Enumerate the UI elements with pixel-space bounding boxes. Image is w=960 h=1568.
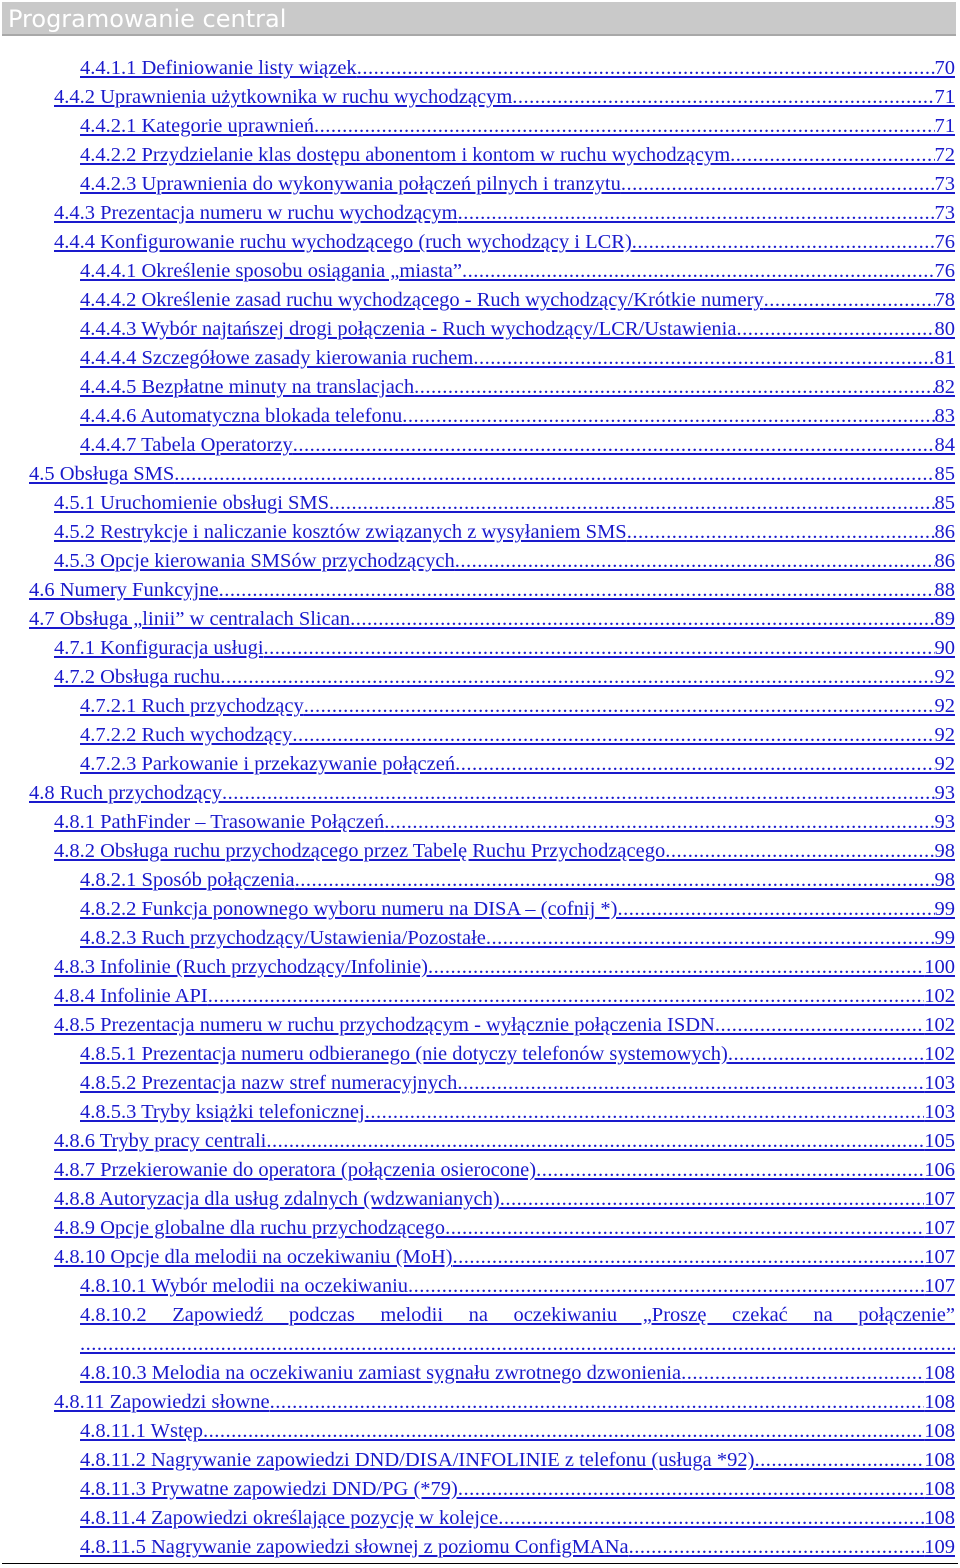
toc-link[interactable] — [54, 83, 955, 112]
toc-page-number: 107 — [924, 1246, 955, 1268]
toc-link[interactable] — [80, 924, 955, 953]
toc-dot-leader — [730, 141, 934, 170]
toc-link-title: 4.8.11.2 Nagrywanie zapowiedzi DND/DISA/INFOLINIE z telefonu (usługa *92) — [80, 1449, 755, 1471]
toc-dot-leader — [681, 1359, 924, 1388]
toc-link-title: 4.8.3 Infolinie (Ruch przychodzący/Infolinie) — [54, 956, 428, 978]
toc-page-number: 76 — [934, 231, 955, 253]
toc-page-number: 76 — [934, 260, 955, 282]
toc-link[interactable] — [54, 518, 955, 547]
toc-link-title: 4.7.2.3 Parkowanie i przekazywanie połączeń — [80, 753, 456, 775]
toc-link[interactable] — [80, 170, 955, 199]
toc-dot-leader — [365, 1098, 925, 1127]
toc-link-title: 4.8.10.2 Zapowiedź podczas melodii na oczekiwaniu „Proszę czekać na połączenie” — [80, 1304, 955, 1326]
toc-link-title: 4.8.5 Prezentacja numeru w ruchu przychodzącym - wyłącznie połączenia ISDN — [54, 1014, 715, 1036]
toc-link-title: 4.8.2.3 Ruch przychodzący/Ustawienia/Pozostałe — [80, 927, 486, 949]
toc-link-title: 4.8.6 Tryby pracy centrali — [54, 1130, 267, 1152]
toc-page-number: 108 — [924, 1420, 955, 1442]
toc-page-number: 108 — [924, 1449, 955, 1471]
toc-link-title: 4.4.4.3 Wybór najtańszej drogi połączenia - Ruch wychodzący/LCR/Ustawienia — [80, 318, 737, 340]
toc-page-number: 99 — [934, 927, 955, 949]
toc-dot-leader — [458, 199, 935, 228]
header-bar — [2, 2, 956, 36]
toc-link[interactable] — [80, 1417, 955, 1446]
toc-link[interactable] — [80, 141, 955, 170]
toc-page-number: 107 — [924, 1275, 955, 1297]
toc-link[interactable] — [80, 1446, 955, 1475]
toc-link[interactable] — [80, 1504, 955, 1533]
toc-link-title: 4.4.2.2 Przydzielanie klas dostępu abonentom i kontom w ruchu wychodzącym — [80, 144, 731, 166]
toc-dot-leader — [458, 1475, 924, 1504]
toc-link-title: 4.5.3 Opcje kierowania SMSów przychodzących — [54, 550, 455, 572]
toc-page-number: 92 — [934, 724, 955, 746]
toc-link[interactable] — [80, 895, 955, 924]
toc-link[interactable] — [29, 605, 955, 634]
toc-page-number: 98 — [934, 840, 955, 862]
toc-page-number: 102 — [924, 1043, 955, 1065]
toc-dot-leader — [536, 1156, 924, 1185]
toc-link-title: 4.8.9 Opcje globalne dla ruchu przychodzącego — [54, 1217, 446, 1239]
toc-link[interactable] — [54, 808, 955, 837]
toc-link[interactable] — [54, 1185, 955, 1214]
page-title: Programowanie central — [8, 5, 287, 33]
toc-link[interactable] — [80, 315, 955, 344]
toc-link-title: 4.8.2.2 Funkcja ponownego wyboru numeru na DISA – (cofnij *) — [80, 898, 618, 920]
toc-dot-leader — [208, 982, 925, 1011]
toc-dot-leader — [498, 1504, 924, 1533]
toc-link-title: 4.7.2.2 Ruch wychodzący — [80, 724, 293, 746]
toc-dot-leader — [665, 837, 934, 866]
toc-dot-leader — [629, 1533, 925, 1562]
toc-link-title: 4.8.11.4 Zapowiedzi określające pozycję w kolejce — [80, 1507, 499, 1529]
toc-dot-leader — [384, 808, 934, 837]
toc-link[interactable] — [80, 112, 955, 141]
toc-link[interactable] — [80, 286, 955, 315]
toc-dot-leader — [715, 1011, 924, 1040]
toc-dot-leader — [473, 344, 934, 373]
toc-link[interactable] — [80, 1475, 955, 1504]
toc-link-title: 4.7 Obsługa „linii” w centralach Slican — [29, 608, 351, 630]
toc-link-title: 4.8.2 Obsługa ruchu przychodzącego przez Tabelę Ruchu Przychodzącego — [54, 840, 666, 862]
toc-link-title: 4.8.8 Autoryzacja dla usług zdalnych (wdzwanianych) — [54, 1188, 500, 1210]
toc-page-number: 71 — [934, 115, 955, 137]
toc-page-number: 85 — [934, 463, 955, 485]
toc-page-number: 83 — [934, 405, 955, 427]
toc-dot-leader — [357, 54, 935, 83]
toc-link[interactable] — [80, 1069, 955, 1098]
toc-page-number: 108 — [924, 1362, 955, 1384]
toc-page-number: 108 — [924, 1391, 955, 1413]
toc-page-number: 85 — [934, 492, 955, 514]
toc-page-number: 98 — [934, 869, 955, 891]
toc-link-title: 4.7.2 Obsługa ruchu — [54, 666, 221, 688]
toc-dot-leader — [455, 750, 934, 779]
toc-link[interactable] — [54, 663, 955, 692]
toc-page-number: 73 — [934, 202, 955, 224]
toc-link[interactable] — [54, 837, 955, 866]
toc-page-number: 102 — [924, 1014, 955, 1036]
toc-link-title: 4.7.1 Konfiguracja usługi — [54, 637, 264, 659]
toc-link[interactable] — [80, 866, 955, 895]
toc-link-title: 4.4.4.7 Tabela Operatorzy — [80, 434, 293, 456]
toc-dot-leader — [314, 112, 935, 141]
toc-page-number: 82 — [934, 376, 955, 398]
toc-page-number: 99 — [934, 898, 955, 920]
toc-dot-leader — [754, 1446, 924, 1475]
toc-dot-leader — [219, 576, 935, 605]
toc-page-number: 86 — [934, 521, 955, 543]
toc-dot-leader — [500, 1185, 925, 1214]
toc-page-number: 109 — [924, 1536, 955, 1558]
toc-dot-leader — [220, 663, 934, 692]
toc-dot-leader — [455, 547, 935, 576]
toc-page-number: 89 — [934, 608, 955, 630]
toc-link-title: 4.8.11.3 Prywatne zapowiedzi DND/PG (*79) — [80, 1478, 458, 1500]
toc-link[interactable] — [80, 257, 955, 286]
toc-link-title: 4.4.1.1 Definiowanie listy wiązek — [80, 57, 357, 79]
toc-dot-leader — [621, 170, 935, 199]
toc-link[interactable] — [80, 1098, 955, 1127]
toc-link-title: 4.4.4.6 Automatyczna blokada telefonu — [80, 405, 403, 427]
toc-link[interactable] — [80, 1359, 955, 1388]
toc-dot-leader — [292, 721, 934, 750]
toc-link[interactable] — [80, 1040, 955, 1069]
toc-link[interactable] — [80, 721, 955, 750]
toc-link-title: 4.8.7 Przekierowanie do operatora (połączenia osierocone) — [54, 1159, 537, 1181]
toc-link-title: 4.8.2.1 Sposób połączenia — [80, 869, 295, 891]
toc-page-number: 108 — [924, 1507, 955, 1529]
toc-link-title: 4.5 Obsługa SMS — [29, 463, 175, 485]
toc-dot-leader — [350, 605, 934, 634]
toc-link-title: 4.4.4.4 Szczegółowe zasady kierowania ruchem — [80, 347, 474, 369]
toc-link-title: 4.4.2.1 Kategorie uprawnień — [80, 115, 314, 137]
toc-page-number: 80 — [934, 318, 955, 340]
toc-dot-leader — [632, 228, 935, 257]
toc-link-title: 4.5.2 Restrykcje i naliczanie kosztów związanych z wysyłaniem SMS — [54, 521, 627, 543]
toc-link[interactable] — [54, 1214, 955, 1243]
toc-link-title: 4.4.2 Uprawnienia użytkownika w ruchu wychodzącym — [54, 86, 513, 108]
toc-page-number: 92 — [934, 753, 955, 775]
toc-dot-leader — [453, 1243, 925, 1272]
toc-page-number: 103 — [924, 1101, 955, 1123]
toc-link-title: 4.8.1 PathFinder – Trasowanie Połączeń — [54, 811, 385, 833]
toc-page-number: 93 — [934, 782, 955, 804]
toc-dot-leader — [270, 1388, 925, 1417]
toc-dot-leader — [457, 1069, 924, 1098]
toc-dot-leader — [408, 1272, 924, 1301]
toc-page-number: 92 — [934, 666, 955, 688]
toc-link-title: 4.4.4.5 Bezpłatne minuty na translacjach — [80, 376, 415, 398]
toc-link-title: 4.4.2.3 Uprawnienia do wykonywania połączeń pilnych i tranzytu — [80, 173, 621, 195]
toc-page-number: 106 — [924, 1159, 955, 1181]
toc-page-number: 78 — [934, 289, 955, 311]
toc-link-title: 4.6 Numery Funkcyjne — [29, 579, 219, 601]
toc-page-number: 73 — [934, 173, 955, 195]
toc-page-number: 107 — [924, 1188, 955, 1210]
toc-page-number: 86 — [934, 550, 955, 572]
toc-dot-leader — [80, 1330, 955, 1359]
toc-dot-leader — [329, 489, 934, 518]
toc-dot-leader — [627, 518, 935, 547]
toc-link[interactable] — [54, 982, 955, 1011]
toc-link[interactable] — [54, 953, 955, 982]
toc-link[interactable] — [80, 431, 955, 460]
toc-link[interactable] — [80, 692, 955, 721]
toc-dot-leader — [462, 257, 934, 286]
toc-dot-leader — [266, 1127, 924, 1156]
toc-link[interactable] — [29, 779, 955, 808]
toc-page-number: 90 — [934, 637, 955, 659]
toc-dot-leader — [402, 402, 934, 431]
toc-link[interactable] — [80, 750, 955, 779]
toc-link-title: 4.8.11.5 Nagrywanie zapowiedzi słownej z poziomu ConfigMANa — [80, 1536, 629, 1558]
toc-link[interactable] — [80, 54, 955, 83]
toc-link-title: 4.5.1 Uruchomienie obsługi SMS — [54, 492, 330, 514]
toc-page-number: 103 — [924, 1072, 955, 1094]
toc-link[interactable] — [54, 1127, 955, 1156]
toc-link[interactable] — [80, 1301, 955, 1359]
toc-link-title: 4.8.11.1 Wstęp — [80, 1420, 203, 1442]
toc-page-number: 93 — [934, 811, 955, 833]
toc-page-number: 108 — [924, 1478, 955, 1500]
toc-page-number: 92 — [934, 695, 955, 717]
toc-link[interactable] — [54, 1388, 955, 1417]
toc-dot-leader — [304, 692, 935, 721]
toc-link-title: 4.4.4.2 Określenie zasad ruchu wychodzącego - Ruch wychodzący/Krótkie numery — [80, 289, 764, 311]
toc-dot-leader — [728, 1040, 924, 1069]
toc-link[interactable] — [54, 1243, 955, 1272]
toc-dot-leader — [764, 286, 935, 315]
toc-link[interactable] — [54, 489, 955, 518]
toc-dot-leader — [414, 373, 934, 402]
toc-link[interactable] — [54, 1011, 955, 1040]
toc-dot-leader — [293, 431, 935, 460]
toc-link-title: 4.7.2.1 Ruch przychodzący — [80, 695, 304, 717]
toc-dot-leader — [428, 953, 924, 982]
toc-link[interactable] — [80, 1272, 955, 1301]
toc-dot-leader — [445, 1214, 924, 1243]
toc-link[interactable] — [29, 576, 955, 605]
toc-link-title: 4.8.5.2 Prezentacja nazw stref numeracyjnych — [80, 1072, 458, 1094]
toc-dot-leader — [174, 460, 934, 489]
toc-link[interactable] — [80, 1533, 955, 1562]
toc-page-number: 84 — [934, 434, 955, 456]
toc-link-title: 4.4.4 Konfigurowanie ruchu wychodzącego (ruch wychodzący i LCR) — [54, 231, 632, 253]
toc-page-number: 72 — [934, 144, 955, 166]
toc-link-title: 4.4.4.1 Określenie sposobu osiągania „miasta” — [80, 260, 463, 282]
toc-link-title: 4.8.10 Opcje dla melodii na oczekiwaniu (MoH) — [54, 1246, 453, 1268]
toc-page-number: 100 — [924, 956, 955, 978]
toc-link-title: 4.8.4 Infolinie API — [54, 985, 208, 1007]
toc-link-title: 4.8.5.1 Prezentacja numeru odbieranego (nie dotyczy telefonów systemowych) — [80, 1043, 728, 1065]
footer-divider — [2, 1563, 958, 1564]
toc-page-number: 105 — [924, 1130, 955, 1152]
toc-link-title: 4.8.10.3 Melodia na oczekiwaniu zamiast sygnału zwrotnego dzwonienia — [80, 1362, 682, 1384]
toc-dot-leader — [264, 634, 935, 663]
toc-page-number: 88 — [934, 579, 955, 601]
toc-link-title: 4.8.10.1 Wybór melodii na oczekiwaniu — [80, 1275, 409, 1297]
toc-dot-leader — [736, 315, 934, 344]
toc-link[interactable] — [54, 199, 955, 228]
toc-page-number: 102 — [924, 985, 955, 1007]
toc-dot-leader — [486, 924, 935, 953]
toc-dot-leader — [512, 83, 934, 112]
toc-link-title: 4.8.5.3 Tryby książki telefonicznej — [80, 1101, 365, 1123]
toc-link[interactable] — [80, 373, 955, 402]
toc-page-number: 71 — [934, 86, 955, 108]
toc-link[interactable] — [29, 460, 955, 489]
toc-link[interactable] — [80, 344, 955, 373]
toc-link-title: 4.8.11 Zapowiedzi słowne — [54, 1391, 270, 1413]
toc-dot-leader — [222, 779, 935, 808]
toc-dot-leader — [295, 866, 935, 895]
toc-link[interactable] — [54, 547, 955, 576]
toc-dot-leader — [203, 1417, 924, 1446]
toc-dot-leader — [617, 895, 934, 924]
toc-link-title: 4.8 Ruch przychodzący — [29, 782, 222, 804]
toc-link[interactable] — [54, 1156, 955, 1185]
toc-link[interactable] — [80, 402, 955, 431]
toc-page-number: 70 — [934, 57, 955, 79]
toc-link[interactable] — [54, 228, 955, 257]
toc-page-number: 107 — [924, 1217, 955, 1239]
toc-link-title: 4.4.3 Prezentacja numeru w ruchu wychodzącym — [54, 202, 458, 224]
toc-link[interactable] — [54, 634, 955, 663]
toc-page-number: 81 — [934, 347, 955, 369]
